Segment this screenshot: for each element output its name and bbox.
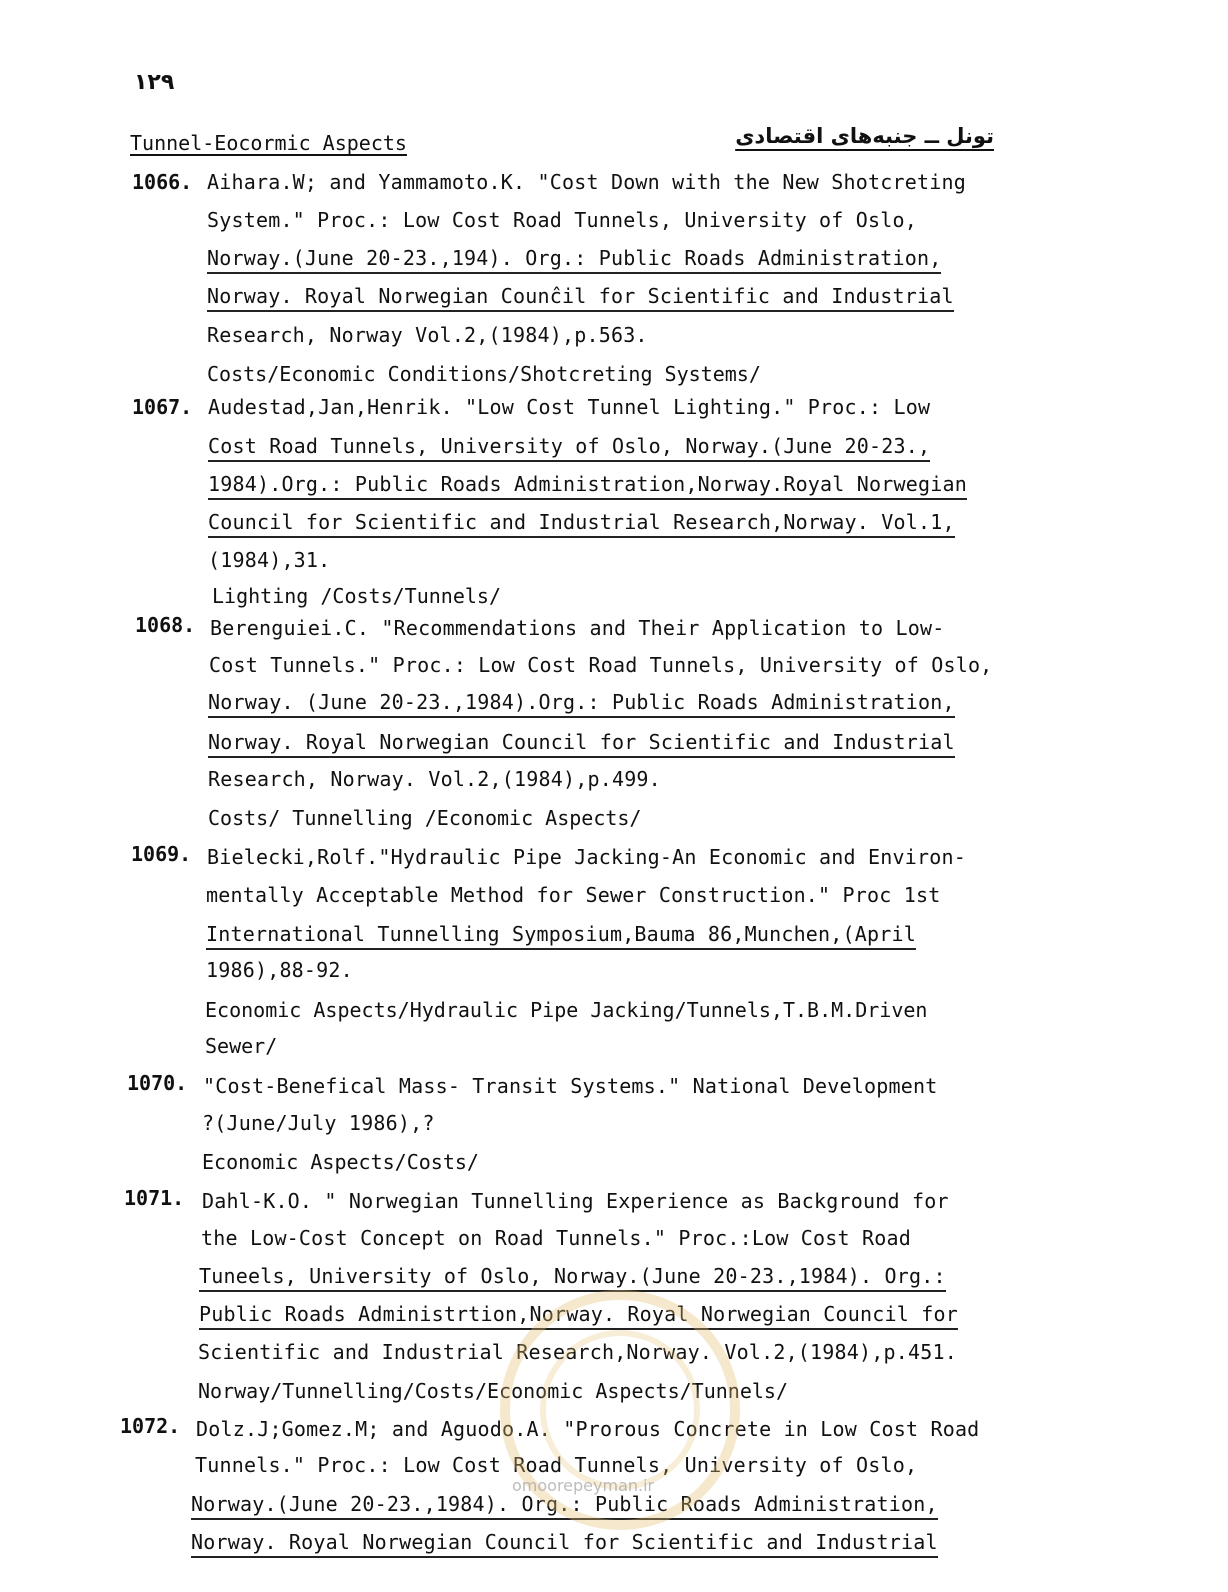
entry-line: Research, Norway. Vol.2,(1984),p.499.: [208, 767, 661, 791]
entry-keywords: Sewer/: [205, 1034, 278, 1058]
entry-line: Audestad,Jan,Henrik. "Low Cost Tunnel Lighting." Proc.: Low: [208, 395, 931, 419]
entry-line: 1984).Org.: Public Roads Administration,Norway.Royal Norwegian: [208, 472, 967, 500]
watermark-text: omoorepeyman.ir: [512, 1476, 655, 1495]
entry-number: 1069.: [131, 842, 192, 866]
entry-line: Research, Norway Vol.2,(1984),p.563.: [207, 323, 648, 347]
entry-line: 1986),88-92.: [206, 958, 353, 982]
entry-line: Scientific and Industrial Research,Norway. Vol.2,(1984),p.451.: [198, 1340, 957, 1364]
entry-line: Norway. Royal Norwegian Counĉil for Scientific and Industrial: [207, 284, 954, 312]
section-heading-persian: تونل ــ جنبه‌های اقتصادی: [735, 124, 994, 148]
page-number: ۱۲۹: [134, 70, 175, 95]
entry-line: the Low-Cost Concept on Road Tunnels." Proc.:Low Cost Road: [201, 1226, 911, 1250]
entry-line: Norway.(June 20-23.,194). Org.: Public Roads Administration,: [207, 246, 941, 274]
entry-line: Public Roads Administrtion,Norway. Royal Norwegian Council for: [199, 1302, 958, 1330]
entry-keywords: Costs/Economic Conditions/Shotcreting Systems/: [207, 362, 761, 386]
entry-line: mentally Acceptable Method for Sewer Construction." Proc 1st: [206, 883, 941, 907]
entry-number: 1070.: [127, 1071, 188, 1095]
watermark-seal-inner: [540, 1330, 700, 1490]
entry-number: 1066.: [132, 170, 193, 194]
entry-line: Dahl-K.O. " Norwegian Tunnelling Experience as Background for: [202, 1189, 949, 1213]
entry-number: 1068.: [135, 613, 196, 637]
entry-keywords: Economic Aspects/Costs/: [202, 1150, 479, 1174]
entry-keywords: Costs/ Tunnelling /Economic Aspects/: [208, 806, 642, 830]
entry-line: Aihara.W; and Yammamoto.K. "Cost Down with the New Shotcreting: [207, 170, 966, 194]
entry-line: Norway.(June 20-23.,1984). Org.: Public Roads Administration,: [191, 1492, 938, 1520]
section-heading-english: Tunnel-Eocormic Aspects: [130, 131, 407, 155]
entry-line: Norway. (June 20-23.,1984).Org.: Public Roads Administration,: [208, 690, 955, 718]
entry-line: Tunnels." Proc.: Low Cost Road Tunnels, University of Oslo,: [195, 1453, 918, 1477]
entry-number: 1072.: [120, 1414, 181, 1438]
entry-line: Berenguiei.C. "Recommendations and Their Application to Low-: [210, 616, 945, 640]
entry-keywords: Norway/Tunnelling/Costs/Economic Aspects/Tunnels/: [198, 1379, 789, 1403]
entry-keywords: Economic Aspects/Hydraulic Pipe Jacking/Tunnels,T.B.M.Driven: [205, 998, 928, 1022]
entry-line: Cost Road Tunnels, University of Oslo, Norway.(June 20-23.,: [208, 434, 930, 462]
entry-line: Cost Tunnels." Proc.: Low Cost Road Tunnels, University of Oslo,: [209, 653, 993, 677]
entry-line: System." Proc.: Low Cost Road Tunnels, University of Oslo,: [207, 208, 917, 232]
entry-line: ?(June/July 1986),?: [202, 1111, 435, 1135]
entry-line: Tuneels, University of Oslo, Norway.(June 20-23.,1984). Org.:: [199, 1264, 946, 1292]
entry-number: 1067.: [132, 395, 193, 419]
entry-line: Norway. Royal Norwegian Council for Scientific and Industrial: [208, 730, 955, 758]
entry-line: Bielecki,Rolf."Hydraulic Pipe Jacking-An Economic and Environ-: [207, 845, 966, 869]
entry-number: 1071.: [124, 1186, 185, 1210]
entry-line: Council for Scientific and Industrial Research,Norway. Vol.1,: [208, 510, 955, 538]
entry-line: (1984),31.: [208, 548, 331, 572]
entry-keywords: Lighting /Costs/Tunnels/: [212, 584, 501, 608]
entry-line: "Cost-Benefical Mass- Transit Systems." National Development: [203, 1074, 938, 1098]
entry-line: International Tunnelling Symposium,Bauma 86,Munchen,(April: [206, 922, 916, 950]
entry-line: Dolz.J;Gomez.M; and Aguodo.A. "Prorous Concrete in Low Cost Road: [196, 1417, 980, 1441]
entry-line: Norway. Royal Norwegian Council for Scientific and Industrial: [191, 1530, 938, 1558]
